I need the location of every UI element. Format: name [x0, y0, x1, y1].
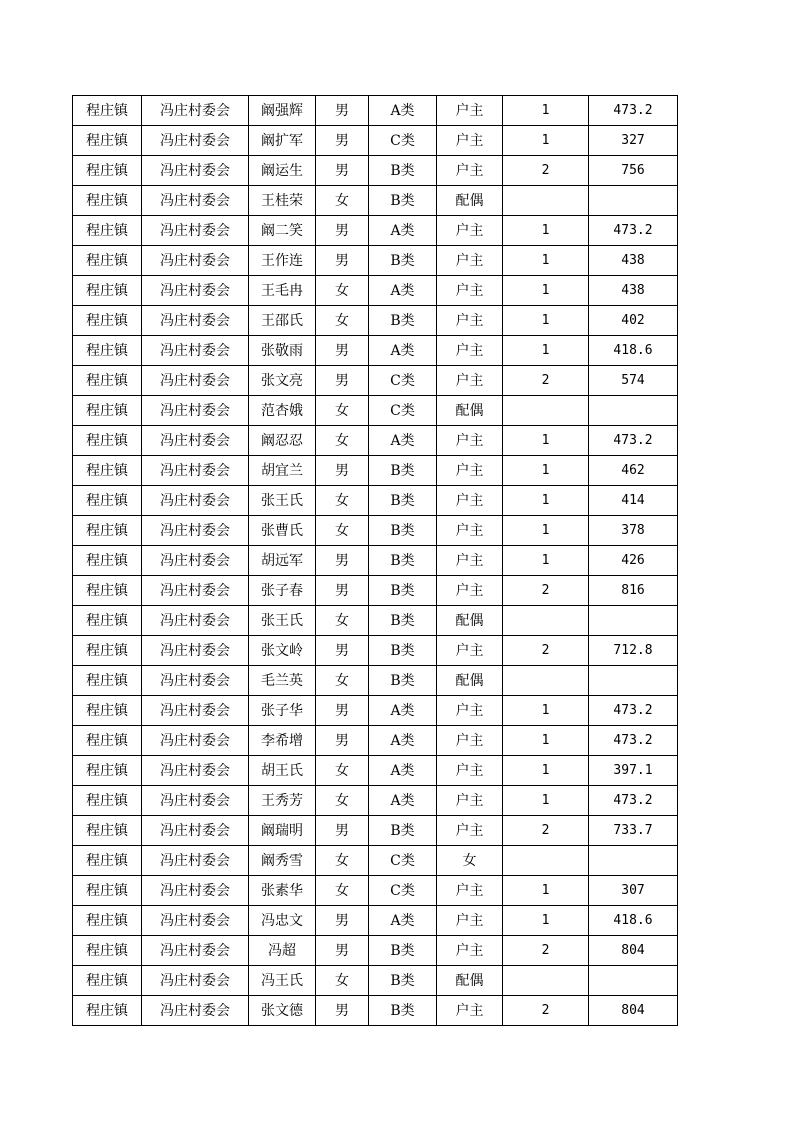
relation-cell: 户主: [437, 516, 503, 546]
town-cell: 程庄镇: [73, 546, 142, 576]
category-cell: C类: [369, 366, 437, 396]
village-cell: 冯庄村委会: [142, 606, 249, 636]
sex-cell: 男: [316, 216, 369, 246]
sex-cell: 女: [316, 396, 369, 426]
town-cell: 程庄镇: [73, 606, 142, 636]
household-count-cell: 2: [503, 636, 589, 666]
table-row: [73, 966, 678, 996]
table-row: [73, 606, 678, 636]
table-row: [73, 366, 678, 396]
category-cell: B类: [369, 516, 437, 546]
town-cell: 程庄镇: [73, 486, 142, 516]
sex-cell: 男: [316, 996, 369, 1026]
town-cell: 程庄镇: [73, 666, 142, 696]
town-cell: 程庄镇: [73, 516, 142, 546]
amount-cell: 473.2: [589, 726, 678, 756]
table-body: [73, 96, 678, 1026]
amount-cell: 414: [589, 486, 678, 516]
household-count-cell: 2: [503, 576, 589, 606]
sex-cell: 男: [316, 156, 369, 186]
town-cell: 程庄镇: [73, 636, 142, 666]
town-cell: 程庄镇: [73, 996, 142, 1026]
category-cell: B类: [369, 966, 437, 996]
category-cell: C类: [369, 876, 437, 906]
amount-cell: 473.2: [589, 786, 678, 816]
village-cell: 冯庄村委会: [142, 816, 249, 846]
table-row: [73, 636, 678, 666]
category-cell: A类: [369, 906, 437, 936]
relation-cell: 户主: [437, 246, 503, 276]
sex-cell: 男: [316, 246, 369, 276]
amount-cell: 804: [589, 936, 678, 966]
village-cell: 冯庄村委会: [142, 186, 249, 216]
table-row: [73, 186, 678, 216]
name-cell: 张子春: [249, 576, 316, 606]
category-cell: B类: [369, 546, 437, 576]
relation-cell: 户主: [437, 546, 503, 576]
relation-cell: 户主: [437, 786, 503, 816]
relation-cell: 户主: [437, 96, 503, 126]
name-cell: 阚秀雪: [249, 846, 316, 876]
town-cell: 程庄镇: [73, 246, 142, 276]
town-cell: 程庄镇: [73, 306, 142, 336]
name-cell: 张王氏: [249, 606, 316, 636]
amount-cell: 378: [589, 516, 678, 546]
name-cell: 胡王氏: [249, 756, 316, 786]
name-cell: 王秀芳: [249, 786, 316, 816]
name-cell: 胡远军: [249, 546, 316, 576]
village-cell: 冯庄村委会: [142, 876, 249, 906]
village-cell: 冯庄村委会: [142, 336, 249, 366]
table-row: [73, 546, 678, 576]
category-cell: A类: [369, 426, 437, 456]
village-cell: 冯庄村委会: [142, 786, 249, 816]
sex-cell: 女: [316, 486, 369, 516]
household-count-cell: 1: [503, 516, 589, 546]
category-cell: A类: [369, 756, 437, 786]
amount-cell: 418.6: [589, 336, 678, 366]
amount-cell: 804: [589, 996, 678, 1026]
table-row: [73, 126, 678, 156]
household-count-cell: 1: [503, 276, 589, 306]
village-cell: 冯庄村委会: [142, 486, 249, 516]
sex-cell: 男: [316, 96, 369, 126]
village-cell: 冯庄村委会: [142, 906, 249, 936]
amount-cell: 438: [589, 276, 678, 306]
table-row: [73, 426, 678, 456]
village-cell: 冯庄村委会: [142, 516, 249, 546]
sex-cell: 男: [316, 906, 369, 936]
relation-cell: 配偶: [437, 606, 503, 636]
sex-cell: 女: [316, 606, 369, 636]
category-cell: A类: [369, 276, 437, 306]
village-cell: 冯庄村委会: [142, 996, 249, 1026]
name-cell: 张素华: [249, 876, 316, 906]
household-count-cell: [503, 606, 589, 636]
relation-cell: 女: [437, 846, 503, 876]
relation-cell: 户主: [437, 816, 503, 846]
relation-cell: 户主: [437, 366, 503, 396]
sex-cell: 男: [316, 816, 369, 846]
table-row: [73, 666, 678, 696]
town-cell: 程庄镇: [73, 756, 142, 786]
household-count-cell: 2: [503, 156, 589, 186]
household-count-cell: 2: [503, 366, 589, 396]
village-cell: 冯庄村委会: [142, 366, 249, 396]
sex-cell: 女: [316, 876, 369, 906]
category-cell: C类: [369, 126, 437, 156]
amount-cell: [589, 666, 678, 696]
household-count-cell: 2: [503, 816, 589, 846]
village-cell: 冯庄村委会: [142, 96, 249, 126]
household-count-cell: [503, 966, 589, 996]
table-row: [73, 756, 678, 786]
category-cell: B类: [369, 246, 437, 276]
town-cell: 程庄镇: [73, 156, 142, 186]
amount-cell: 327: [589, 126, 678, 156]
table-row: [73, 96, 678, 126]
table-row: [73, 696, 678, 726]
table-row: [73, 246, 678, 276]
table-row: [73, 336, 678, 366]
relation-cell: 配偶: [437, 396, 503, 426]
village-cell: 冯庄村委会: [142, 576, 249, 606]
name-cell: 范杏娥: [249, 396, 316, 426]
table-row: [73, 936, 678, 966]
name-cell: 张文岭: [249, 636, 316, 666]
category-cell: A类: [369, 216, 437, 246]
table-row: [73, 306, 678, 336]
category-cell: A类: [369, 786, 437, 816]
household-count-cell: 1: [503, 876, 589, 906]
table-row: [73, 996, 678, 1026]
name-cell: 毛兰英: [249, 666, 316, 696]
sex-cell: 女: [316, 666, 369, 696]
village-cell: 冯庄村委会: [142, 936, 249, 966]
household-count-cell: 1: [503, 486, 589, 516]
name-cell: 王桂荣: [249, 186, 316, 216]
table-row: [73, 216, 678, 246]
table-row: [73, 276, 678, 306]
village-cell: 冯庄村委会: [142, 396, 249, 426]
name-cell: 张子华: [249, 696, 316, 726]
household-count-cell: 1: [503, 726, 589, 756]
sex-cell: 男: [316, 546, 369, 576]
category-cell: B类: [369, 156, 437, 186]
category-cell: C类: [369, 396, 437, 426]
amount-cell: 397.1: [589, 756, 678, 786]
household-count-cell: 1: [503, 216, 589, 246]
name-cell: 阚强辉: [249, 96, 316, 126]
amount-cell: 402: [589, 306, 678, 336]
village-cell: 冯庄村委会: [142, 306, 249, 336]
amount-cell: 756: [589, 156, 678, 186]
category-cell: C类: [369, 846, 437, 876]
relation-cell: 配偶: [437, 666, 503, 696]
category-cell: A类: [369, 96, 437, 126]
name-cell: 王作连: [249, 246, 316, 276]
household-count-cell: [503, 666, 589, 696]
table-row: [73, 516, 678, 546]
town-cell: 程庄镇: [73, 876, 142, 906]
name-cell: 王毛冉: [249, 276, 316, 306]
village-cell: 冯庄村委会: [142, 216, 249, 246]
village-cell: 冯庄村委会: [142, 846, 249, 876]
village-cell: 冯庄村委会: [142, 636, 249, 666]
relation-cell: 户主: [437, 126, 503, 156]
table-row: [73, 576, 678, 606]
town-cell: 程庄镇: [73, 276, 142, 306]
relation-cell: 户主: [437, 276, 503, 306]
relation-cell: 户主: [437, 336, 503, 366]
relation-cell: 户主: [437, 426, 503, 456]
sex-cell: 女: [316, 306, 369, 336]
sex-cell: 男: [316, 366, 369, 396]
category-cell: B类: [369, 576, 437, 606]
sex-cell: 男: [316, 936, 369, 966]
sex-cell: 男: [316, 456, 369, 486]
relation-cell: 户主: [437, 876, 503, 906]
town-cell: 程庄镇: [73, 786, 142, 816]
category-cell: B类: [369, 816, 437, 846]
table-row: [73, 876, 678, 906]
household-count-cell: 1: [503, 456, 589, 486]
town-cell: 程庄镇: [73, 366, 142, 396]
name-cell: 阚运生: [249, 156, 316, 186]
household-count-cell: 1: [503, 546, 589, 576]
amount-cell: 307: [589, 876, 678, 906]
household-count-cell: 1: [503, 786, 589, 816]
amount-cell: 816: [589, 576, 678, 606]
village-cell: 冯庄村委会: [142, 666, 249, 696]
amount-cell: 733.7: [589, 816, 678, 846]
name-cell: 张王氏: [249, 486, 316, 516]
sex-cell: 男: [316, 696, 369, 726]
name-cell: 阚扩军: [249, 126, 316, 156]
amount-cell: 473.2: [589, 426, 678, 456]
town-cell: 程庄镇: [73, 336, 142, 366]
category-cell: A类: [369, 726, 437, 756]
sex-cell: 女: [316, 426, 369, 456]
household-count-cell: [503, 846, 589, 876]
town-cell: 程庄镇: [73, 936, 142, 966]
village-cell: 冯庄村委会: [142, 456, 249, 486]
sex-cell: 女: [316, 846, 369, 876]
relation-cell: 户主: [437, 696, 503, 726]
amount-cell: [589, 186, 678, 216]
town-cell: 程庄镇: [73, 186, 142, 216]
town-cell: 程庄镇: [73, 726, 142, 756]
relation-cell: 配偶: [437, 966, 503, 996]
household-count-cell: 1: [503, 696, 589, 726]
village-cell: 冯庄村委会: [142, 126, 249, 156]
town-cell: 程庄镇: [73, 846, 142, 876]
household-count-cell: [503, 186, 589, 216]
town-cell: 程庄镇: [73, 396, 142, 426]
name-cell: 冯王氏: [249, 966, 316, 996]
household-count-cell: [503, 396, 589, 426]
town-cell: 程庄镇: [73, 816, 142, 846]
name-cell: 阚二笑: [249, 216, 316, 246]
category-cell: A类: [369, 696, 437, 726]
sex-cell: 男: [316, 336, 369, 366]
relation-cell: 户主: [437, 726, 503, 756]
sex-cell: 男: [316, 126, 369, 156]
town-cell: 程庄镇: [73, 966, 142, 996]
amount-cell: [589, 966, 678, 996]
household-count-cell: 1: [503, 96, 589, 126]
relation-cell: 户主: [437, 156, 503, 186]
household-count-cell: 1: [503, 126, 589, 156]
sex-cell: 女: [316, 966, 369, 996]
household-count-cell: 1: [503, 756, 589, 786]
table-row: [73, 456, 678, 486]
table-row: [73, 396, 678, 426]
relation-cell: 户主: [437, 756, 503, 786]
sex-cell: 男: [316, 726, 369, 756]
town-cell: 程庄镇: [73, 576, 142, 606]
village-cell: 冯庄村委会: [142, 156, 249, 186]
village-cell: 冯庄村委会: [142, 246, 249, 276]
relation-cell: 配偶: [437, 186, 503, 216]
name-cell: 李希增: [249, 726, 316, 756]
household-count-cell: 2: [503, 936, 589, 966]
table-row: [73, 726, 678, 756]
relation-cell: 户主: [437, 456, 503, 486]
amount-cell: [589, 846, 678, 876]
name-cell: 王邵氏: [249, 306, 316, 336]
town-cell: 程庄镇: [73, 126, 142, 156]
amount-cell: 473.2: [589, 696, 678, 726]
household-count-cell: 1: [503, 306, 589, 336]
amount-cell: 574: [589, 366, 678, 396]
amount-cell: [589, 606, 678, 636]
village-cell: 冯庄村委会: [142, 276, 249, 306]
town-cell: 程庄镇: [73, 96, 142, 126]
sex-cell: 男: [316, 636, 369, 666]
town-cell: 程庄镇: [73, 456, 142, 486]
town-cell: 程庄镇: [73, 216, 142, 246]
table-row: [73, 156, 678, 186]
category-cell: B类: [369, 486, 437, 516]
household-count-cell: 1: [503, 336, 589, 366]
relation-cell: 户主: [437, 306, 503, 336]
amount-cell: [589, 396, 678, 426]
sex-cell: 女: [316, 786, 369, 816]
name-cell: 阚忍忍: [249, 426, 316, 456]
name-cell: 胡宜兰: [249, 456, 316, 486]
town-cell: 程庄镇: [73, 426, 142, 456]
category-cell: B类: [369, 306, 437, 336]
amount-cell: 712.8: [589, 636, 678, 666]
table-row: [73, 786, 678, 816]
category-cell: B类: [369, 936, 437, 966]
relation-cell: 户主: [437, 576, 503, 606]
recipient-table: [72, 95, 678, 1026]
village-cell: 冯庄村委会: [142, 426, 249, 456]
town-cell: 程庄镇: [73, 906, 142, 936]
household-count-cell: 2: [503, 996, 589, 1026]
amount-cell: 473.2: [589, 96, 678, 126]
town-cell: 程庄镇: [73, 696, 142, 726]
table-row: [73, 906, 678, 936]
relation-cell: 户主: [437, 996, 503, 1026]
relation-cell: 户主: [437, 636, 503, 666]
name-cell: 张文德: [249, 996, 316, 1026]
village-cell: 冯庄村委会: [142, 726, 249, 756]
amount-cell: 438: [589, 246, 678, 276]
village-cell: 冯庄村委会: [142, 756, 249, 786]
relation-cell: 户主: [437, 216, 503, 246]
relation-cell: 户主: [437, 906, 503, 936]
sex-cell: 女: [316, 756, 369, 786]
name-cell: 张敬雨: [249, 336, 316, 366]
amount-cell: 462: [589, 456, 678, 486]
relation-cell: 户主: [437, 936, 503, 966]
amount-cell: 418.6: [589, 906, 678, 936]
category-cell: B类: [369, 186, 437, 216]
name-cell: 冯超: [249, 936, 316, 966]
name-cell: 张文亮: [249, 366, 316, 396]
category-cell: B类: [369, 636, 437, 666]
table-row: [73, 486, 678, 516]
name-cell: 冯忠文: [249, 906, 316, 936]
sex-cell: 女: [316, 276, 369, 306]
sex-cell: 女: [316, 516, 369, 546]
category-cell: B类: [369, 996, 437, 1026]
name-cell: 阚瑞明: [249, 816, 316, 846]
relation-cell: 户主: [437, 486, 503, 516]
household-count-cell: 1: [503, 246, 589, 276]
category-cell: B类: [369, 666, 437, 696]
amount-cell: 473.2: [589, 216, 678, 246]
name-cell: 张曹氏: [249, 516, 316, 546]
table-row: [73, 846, 678, 876]
sex-cell: 女: [316, 186, 369, 216]
category-cell: B类: [369, 456, 437, 486]
amount-cell: 426: [589, 546, 678, 576]
village-cell: 冯庄村委会: [142, 696, 249, 726]
category-cell: A类: [369, 336, 437, 366]
sex-cell: 男: [316, 576, 369, 606]
village-cell: 冯庄村委会: [142, 966, 249, 996]
village-cell: 冯庄村委会: [142, 546, 249, 576]
category-cell: B类: [369, 606, 437, 636]
household-count-cell: 1: [503, 906, 589, 936]
household-count-cell: 1: [503, 426, 589, 456]
table-row: [73, 816, 678, 846]
